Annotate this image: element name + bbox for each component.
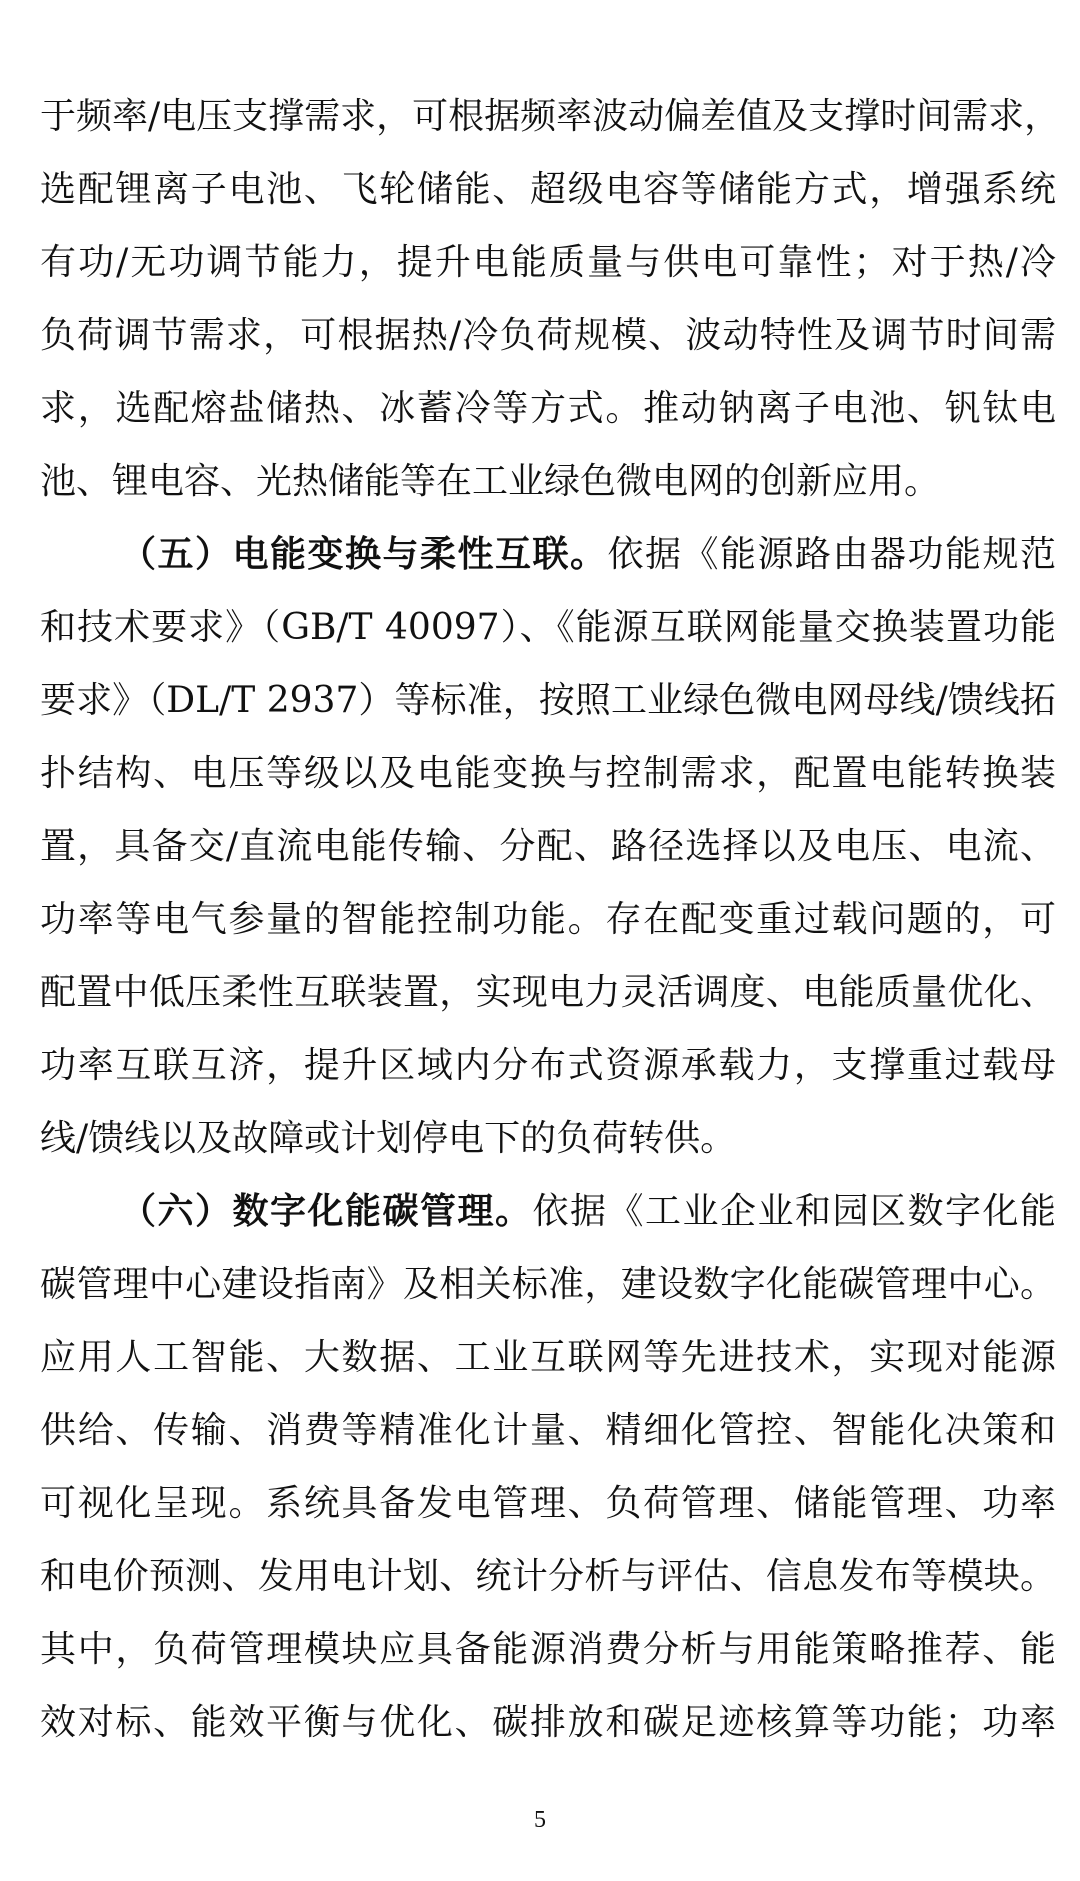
text-line: 有功/无功调节能力，提升电能质量与供电可靠性；对于热/冷: [40, 242, 1056, 283]
paragraph-section-6: [40, 1175, 1056, 1759]
text-line: 功率互联互济，提升区域内分布式资源承载力，支撑重过载母: [40, 1045, 1056, 1086]
text-line: 效对标、能效平衡与优化、碳排放和碳足迹核算等功能；功率: [40, 1702, 1056, 1743]
text-line: 选配锂离子电池、飞轮储能、超级电容等储能方式，增强系统: [40, 169, 1056, 210]
section-heading-line: [40, 518, 1056, 591]
section-heading-line: [40, 1175, 1056, 1248]
text-line: 池、锂电容、光热储能等在工业绿色微电网的创新应用。: [40, 461, 941, 502]
text-line: 扑结构、电压等级以及电能变换与控制需求，配置电能转换装: [40, 753, 1056, 794]
body-text: [40, 80, 1061, 1759]
text-line: 可视化呈现。系统具备发电管理、负荷管理、储能管理、功率: [40, 1483, 1056, 1524]
paragraph-storage-continued: [40, 80, 1061, 518]
text-line: 碳管理中心建设指南》及相关标准，建设数字化能碳管理中心。: [40, 1264, 1056, 1305]
heading-line-text: 依据《工业企业和园区数字化能: [532, 1191, 1056, 1232]
page-number: 5: [534, 1807, 546, 1833]
text-line: 配置中低压柔性互联装置，实现电力灵活调度、电能质量优化、: [40, 972, 1056, 1013]
text-line: 供给、传输、消费等精准化计量、精细化管控、智能化决策和: [40, 1410, 1056, 1451]
text-line: 于频率/电压支撑需求，可根据频率波动偏差值及支撑时间需求，: [40, 96, 1061, 137]
text-line: 求，选配熔盐储热、冰蓄冷等方式。推动钠离子电池、钒钛电: [40, 388, 1056, 429]
section-heading: （六）数字化能碳管理。: [120, 1190, 533, 1232]
text-line: 要求》（DL/T 2937）等标准，按照工业绿色微电网母线/馈线拓: [40, 680, 1056, 721]
text-line: 功率等电气参量的智能控制功能。存在配变重过载问题的，可: [40, 899, 1056, 940]
text-line: 线/馈线以及故障或计划停电下的负荷转供。: [40, 1118, 737, 1159]
text-line: 和电价预测、发用电计划、统计分析与评估、信息发布等模块。: [40, 1556, 1056, 1597]
text-line: 置，具备交/直流电能传输、分配、路径选择以及电压、电流、: [40, 826, 1056, 867]
paragraph-section-5: [40, 518, 1056, 1175]
text-line: 其中，负荷管理模块应具备能源消费分析与用能策略推荐、能: [40, 1629, 1056, 1670]
text-line: 应用人工智能、大数据、工业互联网等先进技术，实现对能源: [40, 1337, 1056, 1378]
text-line: 和技术要求》（GB/T 40097）、《能源互联网能量交换装置功能: [40, 607, 1056, 648]
section-heading: （五）电能变换与柔性互联。: [120, 533, 608, 575]
text-line: 负荷调节需求，可根据热/冷负荷规模、波动特性及调节时间需: [40, 315, 1056, 356]
heading-line-text: 依据《能源路由器功能规范: [607, 534, 1056, 575]
